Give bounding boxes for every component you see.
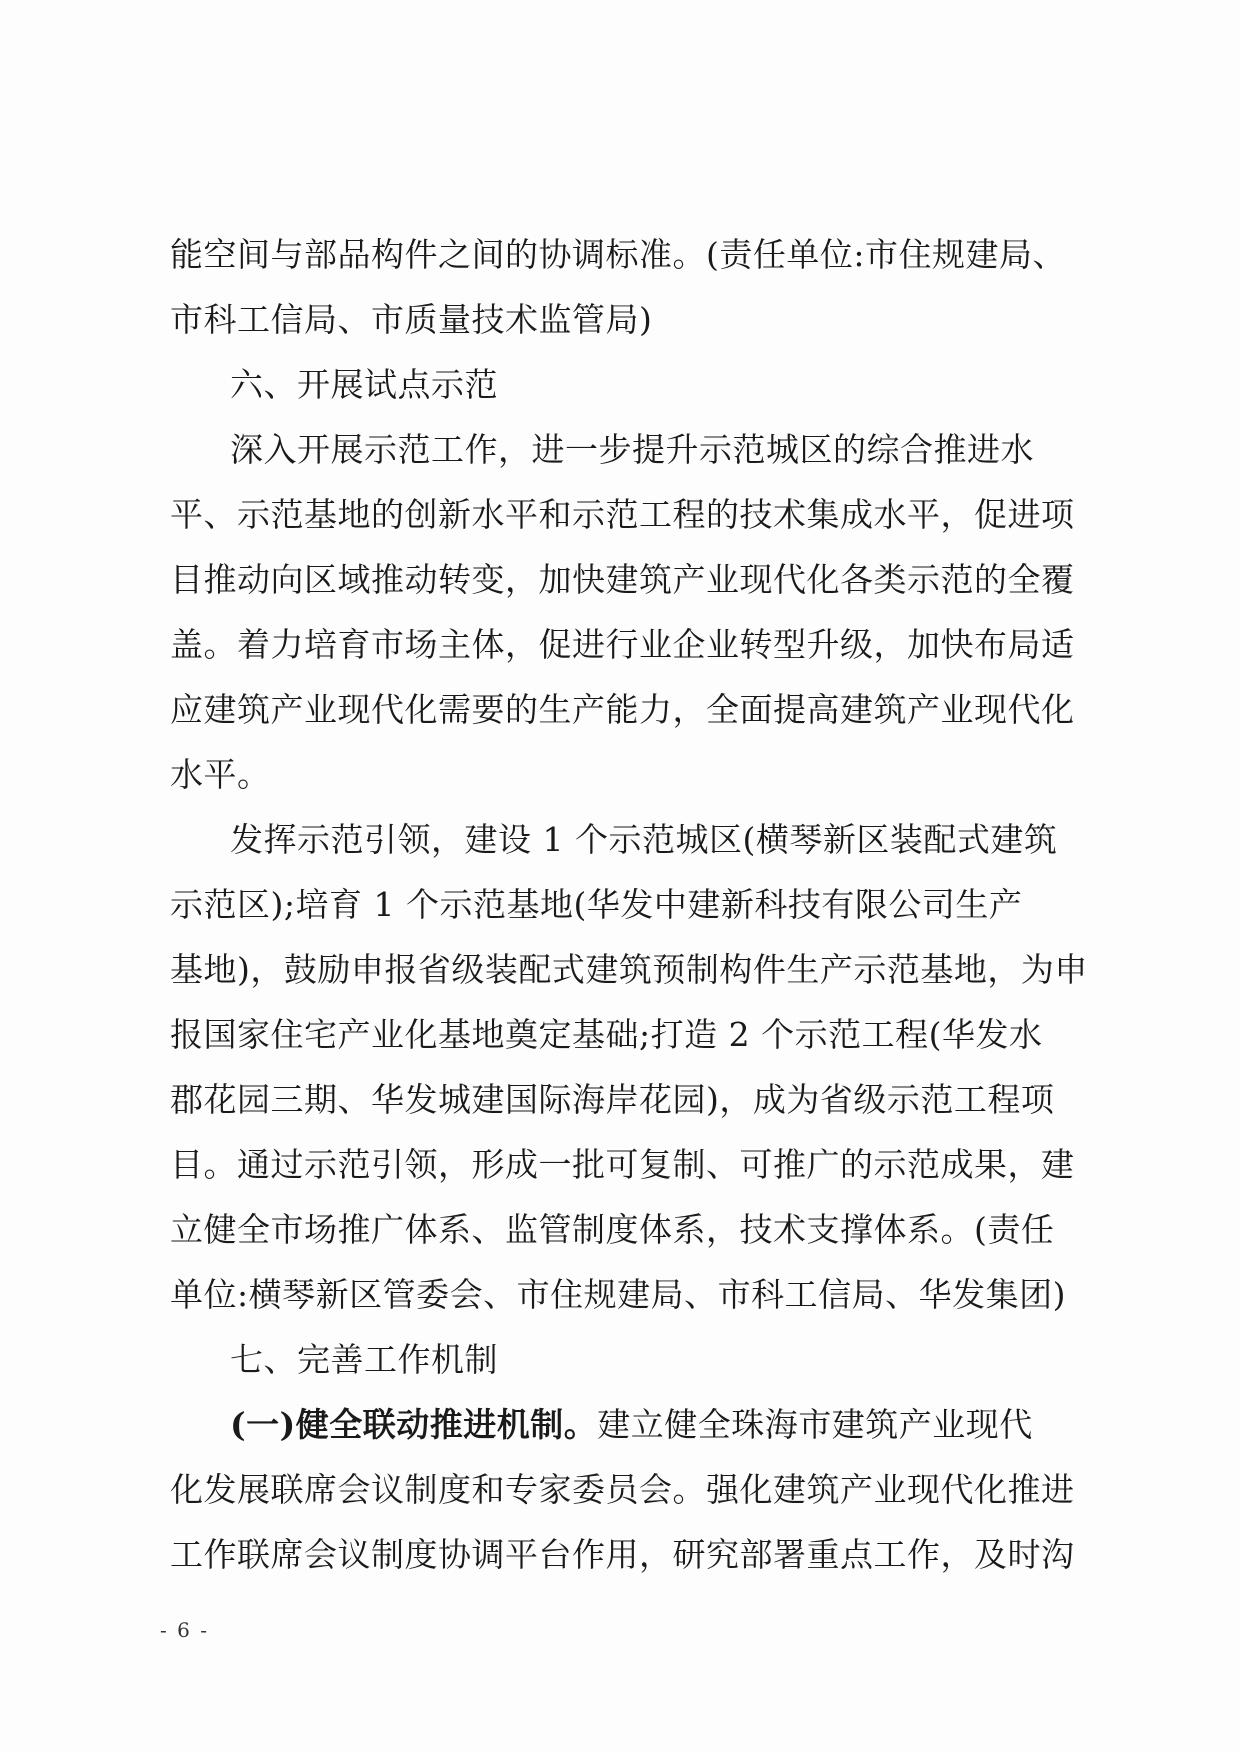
body-text: 建立健全珠海市建筑产业现代: [597, 1405, 1033, 1444]
body-line: 化发展联席会议制度和专家委员会。强化建筑产业现代化推进: [170, 1470, 1075, 1509]
body-line: 深入开展示范工作，进一步提升示范城区的综合推进水: [230, 430, 1034, 469]
body-line: 盖。着力培育市场主体，促进行业企业转型升级，加快布局适: [170, 625, 1075, 664]
body-line: 目。通过示范引领，形成一批可复制、可推广的示范成果，建: [170, 1145, 1075, 1184]
body-line: 水平。: [170, 755, 271, 794]
body-line: 发挥示范引领，建设 1 个示范城区(横琴新区装配式建筑: [230, 820, 1058, 859]
body-line: 工作联席会议制度协调平台作用，研究部署重点工作，及时沟: [170, 1535, 1075, 1574]
body-line: 目推动向区域推动转变，加快建筑产业现代化各类示范的全覆: [170, 560, 1075, 599]
body-line: 平、示范基地的创新水平和示范工程的技术集成水平，促进项: [170, 495, 1075, 534]
body-line: 单位:横琴新区管委会、市住规建局、市科工信局、华发集团): [170, 1275, 1066, 1314]
subsection-title: (一)健全联动推进机制。: [230, 1405, 598, 1444]
body-line: [170, 1392, 1090, 1457]
body-line: 市科工信局、市质量技术监管局): [170, 300, 653, 339]
section-heading-6: 六、开展试点示范: [230, 365, 498, 404]
body-line: 立健全市场推广体系、监管制度体系，技术支撑体系。(责任: [170, 1210, 1055, 1249]
page-number: - 6 -: [160, 1618, 209, 1642]
body-line: 应建筑产业现代化需要的生产能力，全面提高建筑产业现代化: [170, 690, 1075, 729]
section-heading-7: 七、完善工作机制: [230, 1340, 498, 1379]
body-line: 能空间与部品构件之间的协调标准。(责任单位:市住规建局、: [170, 235, 1066, 274]
body-line: 示范区);培育 1 个示范基地(华发中建新科技有限公司生产: [170, 885, 1023, 924]
document-body: [170, 222, 1090, 1587]
body-line: 报国家住宅产业化基地奠定基础;打造 2 个示范工程(华发水: [170, 1015, 1043, 1054]
body-line: 基地)，鼓励申报省级装配式建筑预制构件生产示范基地，为申: [170, 950, 1088, 989]
body-line: 郡花园三期、华发城建国际海岸花园)，成为省级示范工程项: [170, 1080, 1055, 1119]
